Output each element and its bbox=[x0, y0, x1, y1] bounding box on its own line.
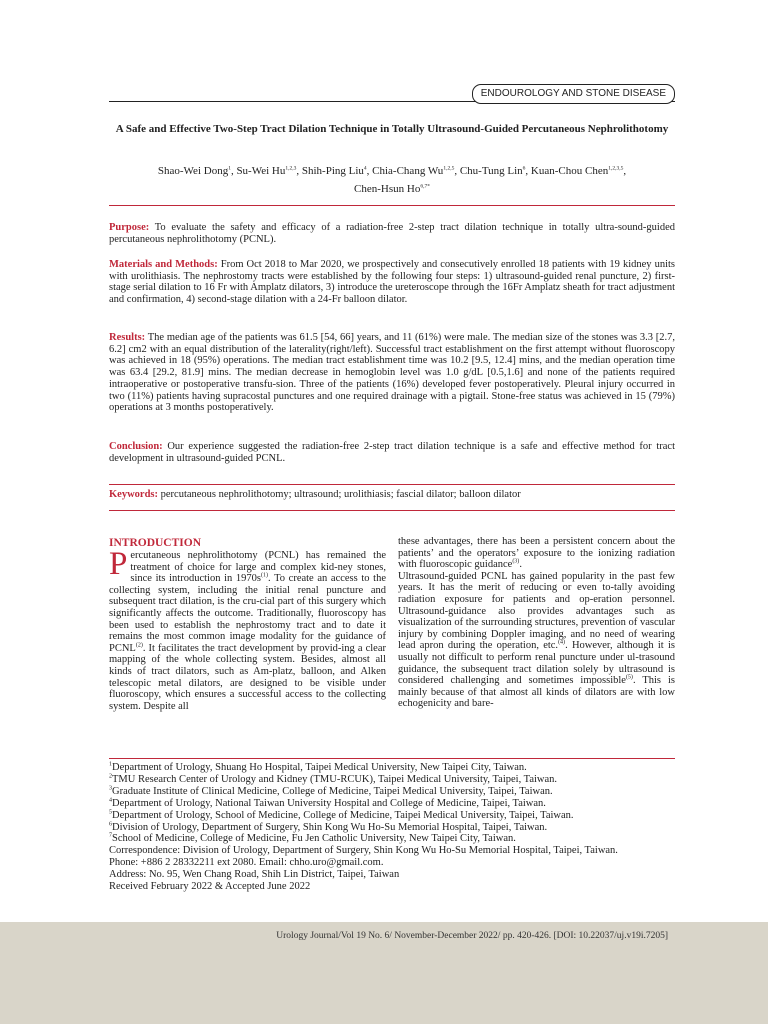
keywords-label: Keywords: bbox=[109, 489, 158, 500]
keywords-text: percutaneous nephrolithotomy; ultrasound; urolithiasis; fascial dilator; balloon dilator bbox=[158, 489, 521, 500]
phone-email: Phone: +886 2 28332211 ext 2080. Email: chho.uro@gmail.com. bbox=[109, 857, 384, 869]
affiliation-text: Division of Urology, Department of Surgery, Shin Kong Wu Ho-Su Memorial Hospital, Taipei, Taiwan. bbox=[112, 821, 548, 833]
citation-ref: (2) bbox=[135, 642, 143, 649]
affiliation-text: Department of Urology, School of Medicine, College of Medicine, Taipei Medical University, Taipei, Taiwan. bbox=[112, 809, 574, 821]
results-label: Results: bbox=[109, 332, 146, 343]
author-name: Chen-Hsun Ho bbox=[354, 183, 421, 195]
abstract-conclusion bbox=[109, 441, 675, 464]
affiliations-block bbox=[109, 762, 675, 893]
citation-ref: (3) bbox=[512, 558, 520, 565]
intro-paragraph-2: Ultrasound-guided PCNL has gained popularity in the past few years. It has the merit of reducing or even to-tally avoiding radiation exposure for patients and op-eration personnel. Ultrasound-guidance also provides advantages such as visualization of the surrounding structures, prevention of vascular injury by combining Doppler imaging, and no need of wearing lead apron during the operation, etc.$^{(4)}$. However, although it is usually not difficult to perform renal puncture under ul-trasound guidance, the subsequent tract dilation solely by ultrasound is considered challenging and sometimes impossible$^{(5)}$. This is mainly because of that almost all kinds of dilators are with low echogenicity and bare- bbox=[398, 570, 675, 710]
methods-text: From Oct 2018 to Mar 2020, we prospectively and consecutively enrolled 18 patients with 19 kidney units with urolithiasis. The nephrostomy tracts were established by the following four steps: 1) ultrasound-guided renal puncture, 2) first-stage serial dilation to 16 Fr with Amplatz dilators, 3) introduce the ureteroscope through the 16Fr Amplatz sheath for tract adjustment and confirmation, 4) second-stage dilation with a 24-Fr balloon dilator. bbox=[109, 259, 675, 306]
results-text: The median age of the patients was 61.5 [54, 66] years, and 11 (61%) were male. The median size of the stones was 3.3 [2.7, 6.2] cm2 with an equal distribution of the laterality(right/left). Successful tract establishment on the first attempt without fluoroscopy was achieved in 18 (95%) operations. The median tract establishment time was 10.2 [9.5, 12.4] mins, and the median operation time was 63.4 [29.2, 81.9] mins. The median decrease in hemoglobin level was 1.0 g/dL [0.5,1.6] and none of the patients required intraoperative or postoperative transfu-sion. Three of the patients (16%) developed fever postoperatively. Pleural injury occurred in two (11%) patients having supracostal punctures and one required drainage with a pigtail. Stone-free status was achieved in 15 (79%) operations at 3 months postoperatively. bbox=[109, 332, 675, 414]
affiliation-item bbox=[109, 810, 675, 822]
affiliation-text: Department of Urology, National Taiwan University Hospital and College of Medicine, Taipei, Taiwan. bbox=[112, 797, 546, 809]
affiliation-number: 2 bbox=[109, 773, 112, 780]
address: Address: No. 95, Wen Chang Road, Shih Lin District, Taipei, Taiwan bbox=[109, 869, 400, 881]
affiliation-item bbox=[109, 798, 675, 810]
author-name: Chu-Tung Lin bbox=[459, 165, 523, 177]
affiliation-number: 7 bbox=[109, 832, 112, 839]
author-name: Kuan-Chou Chen bbox=[530, 165, 609, 177]
abstract-methods bbox=[109, 259, 675, 306]
author-name: Shao-Wei Dong bbox=[157, 165, 229, 177]
affiliation-text: School of Medicine, College of Medicine, Fu Jen Catholic University, New Taipei City, Taiwan. bbox=[112, 833, 516, 845]
author-name: Su-Wei Hu bbox=[236, 165, 286, 177]
correspondence: Correspondence: Division of Urology, Department of Surgery, Shin Kong Wu Ho-Su Memorial Hospital, Taipei, Taiwan. bbox=[109, 845, 618, 857]
abstract-top-rule bbox=[109, 205, 675, 206]
affiliation-item bbox=[109, 833, 675, 845]
introduction-heading: INTRODUCTION bbox=[109, 537, 202, 549]
affiliation-list bbox=[109, 762, 675, 845]
author-affiliation-sup: 6,7* bbox=[420, 183, 430, 190]
affiliations-top-rule bbox=[109, 758, 675, 759]
purpose-label: Purpose: bbox=[109, 222, 150, 233]
affiliation-number: 4 bbox=[109, 797, 112, 804]
affiliation-item bbox=[109, 762, 675, 774]
affiliation-number: 6 bbox=[109, 821, 112, 828]
affiliation-text: TMU Research Center of Urology and Kidney (TMU-RCUK), Taipei Medical University, Taipei, Taiwan. bbox=[112, 773, 558, 785]
keywords bbox=[109, 489, 675, 501]
author-affiliation-sup: 1 bbox=[228, 165, 231, 172]
author-line-2 bbox=[109, 180, 675, 198]
abstract-purpose bbox=[109, 222, 675, 245]
author-name: Chia-Chang Wu bbox=[372, 165, 444, 177]
affiliation-number: 3 bbox=[109, 785, 112, 792]
abstract-results bbox=[109, 332, 675, 414]
affiliation-text: Graduate Institute of Clinical Medicine, College of Medicine, Taipei Medical University, Taipei, Taiwan. bbox=[112, 785, 553, 797]
keywords-top-rule bbox=[109, 484, 675, 485]
citation-ref: (4) bbox=[558, 639, 566, 646]
purpose-text: To evaluate the safety and efficacy of a radiation-free 2-step tract dilation technique in totally ultra-sound-guided percutaneous nephrolithotomy (PCNL). bbox=[109, 222, 675, 245]
author-list bbox=[109, 162, 675, 198]
methods-label: Materials and Methods: bbox=[109, 259, 218, 270]
author-affiliation-sup: 1,2,5 bbox=[443, 165, 455, 172]
author-affiliation-sup: 1,2,3 bbox=[285, 165, 297, 172]
intro-right-column bbox=[398, 536, 675, 710]
author-affiliation-sup: 6 bbox=[522, 165, 526, 172]
section-tag: ENDOUROLOGY AND STONE DISEASE bbox=[472, 84, 675, 104]
author-name: Shih-Ping Liu bbox=[301, 165, 364, 177]
affiliation-text: Department of Urology, Shuang Ho Hospital, Taipei Medical University, New Taipei City, Taiwan. bbox=[112, 762, 527, 773]
conclusion-label: Conclusion: bbox=[109, 441, 163, 452]
author-affiliation-sup: 4 bbox=[363, 165, 367, 172]
journal-citation: Urology Journal/Vol 19 No. 6/ November-December 2022/ pp. 420-426. [DOI: 10.22037/uj.v19i.7205] bbox=[276, 931, 668, 941]
affiliation-item bbox=[109, 774, 675, 786]
intro-left-text: ercutaneous nephrolithotomy (PCNL) has remained the treatment of choice for large and complex kid-ney stones, since its introduction in $1970s^{(1)}$. To create an access to the collecting system, including the initial renal puncture and subsequent tract dilation, is the cru-cial part of this surgery which significantly affects the outcome. Traditionally, fluoroscopy has been used to establish the nephrostomy tract and to date it remains the most common image modality for the guidance of PCNL$^{(2)}$. It facilitates the tract development by provid-ing a clear mapping of the whole collecting system. Besides, almost all kinds of tract dilators, such as Am-platz, balloon, and Alken telescopic metal dilators, are designed to be visible under fluoroscopy, which ensures a successful access to the collecting system. Despite all bbox=[109, 550, 387, 712]
article-title: A Safe and Effective Two-Step Tract Dilation Technique in Totally Ultrasound-Guided Percutaneous Nephrolithotomy bbox=[115, 123, 669, 135]
intro-left-column bbox=[109, 536, 386, 712]
conclusion-text: Our experience suggested the radiation-free 2-step tract dilation technique is a safe and effective method for tract development in ultrasound-guided PCNL. bbox=[109, 441, 675, 464]
intro-paragraph-1 bbox=[109, 546, 387, 712]
citation-ref: (1) bbox=[261, 572, 269, 579]
keywords-bottom-rule bbox=[109, 510, 675, 511]
drop-cap: P bbox=[109, 546, 128, 582]
intro-paragraph-1-cont: these advantages, there has been a persistent concern about the patients’ and the operators’ exposure to the ionizing radiation with fluoroscopic guidance$^{(3)}$. bbox=[398, 536, 675, 571]
footer-band bbox=[0, 922, 768, 1024]
author-line-1: Shao-Wei Dong$^1$, Su-Wei Hu$^{1,2,3}$, Shih-Ping Liu$^4$, Chia-Chang Wu$^{1,2,5}$, Chu-Tung Lin$^6$, Kuan-Chou Chen$^{1,2,3,5}$, bbox=[157, 165, 627, 177]
affiliation-number: 5 bbox=[109, 809, 112, 816]
affiliation-item bbox=[109, 822, 675, 834]
received-date: Received February 2022 & Accepted June 2022 bbox=[109, 881, 311, 893]
citation-ref: (5) bbox=[625, 674, 633, 681]
author-affiliation-sup: 1,2,3,5 bbox=[608, 165, 624, 172]
affiliation-number: 1 bbox=[109, 761, 112, 768]
affiliation-item bbox=[109, 786, 675, 798]
